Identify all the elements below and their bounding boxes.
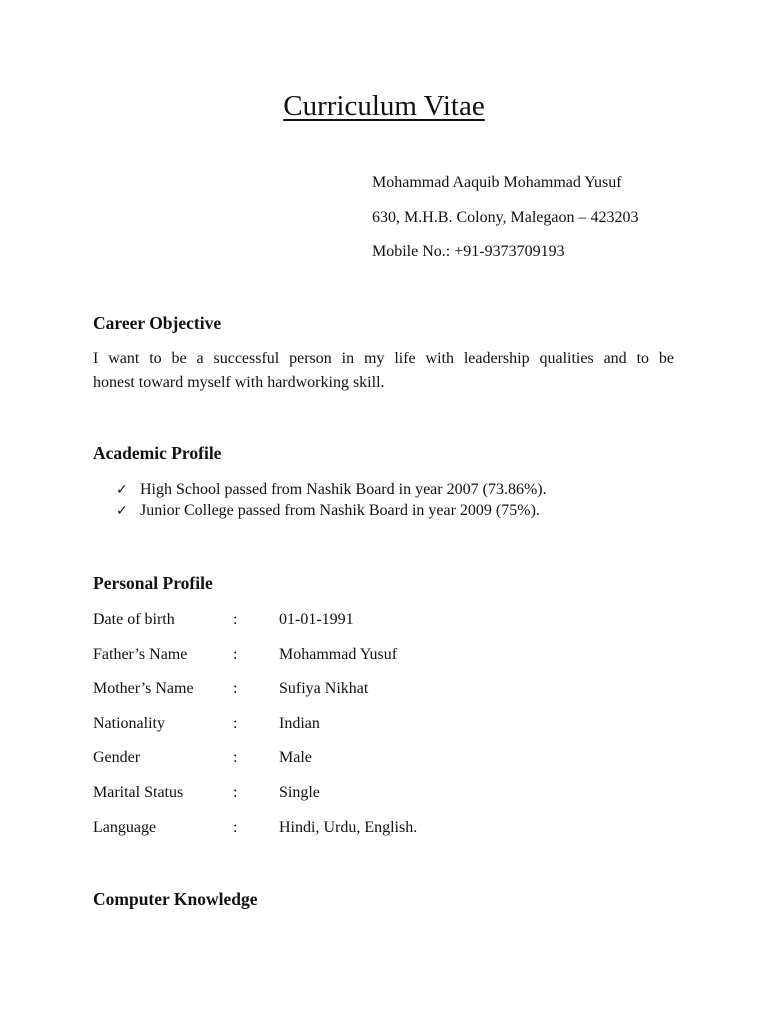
contact-name: Mohammad Aaquib Mohammad Yusuf <box>372 174 622 191</box>
list-item <box>116 500 547 521</box>
career-objective-line-1: I want to be a successful person in my life with leadership qualities and to be <box>93 350 674 367</box>
profile-label: Mother’s Name <box>93 680 194 698</box>
profile-separator: : <box>233 680 238 698</box>
profile-label: Date of birth <box>93 611 175 628</box>
profile-label: Language <box>93 818 157 836</box>
academic-profile-list <box>116 479 547 521</box>
academic-item-text: Junior College passed from Nashik Board in year 2009 (75%). <box>140 502 540 519</box>
document-title-text: Curriculum Vitae <box>283 90 485 122</box>
profile-value: Male <box>279 749 312 767</box>
academic-item-text: High School passed from Nashik Board in year 2007 (73.86%). <box>140 481 547 498</box>
profile-value: 01-01-1991 <box>279 611 354 628</box>
profile-label: Marital Status <box>93 783 184 801</box>
profile-label: Nationality <box>93 714 165 732</box>
profile-separator: : <box>233 714 238 732</box>
profile-value: Single <box>279 783 320 801</box>
profile-label: Father’s Name <box>93 645 188 663</box>
personal-profile-heading: Personal Profile <box>93 573 213 593</box>
check-mark-icon: ✓ <box>116 482 128 498</box>
contact-block <box>372 171 639 275</box>
check-mark-icon: ✓ <box>116 503 128 519</box>
profile-separator: : <box>233 645 238 663</box>
profile-separator: : <box>233 783 238 801</box>
academic-profile-heading: Academic Profile <box>93 443 222 463</box>
contact-address: 630, M.H.B. Colony, Malegaon – 423203 <box>372 208 639 226</box>
profile-value: Mohammad Yusuf <box>279 645 398 663</box>
profile-separator: : <box>233 818 238 836</box>
profile-separator: : <box>233 749 238 767</box>
career-objective-text <box>93 347 674 395</box>
profile-value: Hindi, Urdu, English. <box>279 818 418 836</box>
profile-value: Sufiya Nikhat <box>279 680 369 698</box>
computer-knowledge-heading: Computer Knowledge <box>93 889 258 909</box>
profile-label: Gender <box>93 749 141 767</box>
career-objective-heading: Career Objective <box>93 313 222 333</box>
career-objective-line-2: honest toward myself with hardworking skill. <box>93 374 385 391</box>
document-title <box>0 86 768 126</box>
list-item <box>116 479 547 500</box>
profile-value: Indian <box>279 714 320 732</box>
contact-mobile: Mobile No.: +91-9373709193 <box>372 243 565 260</box>
profile-separator: : <box>233 611 238 628</box>
